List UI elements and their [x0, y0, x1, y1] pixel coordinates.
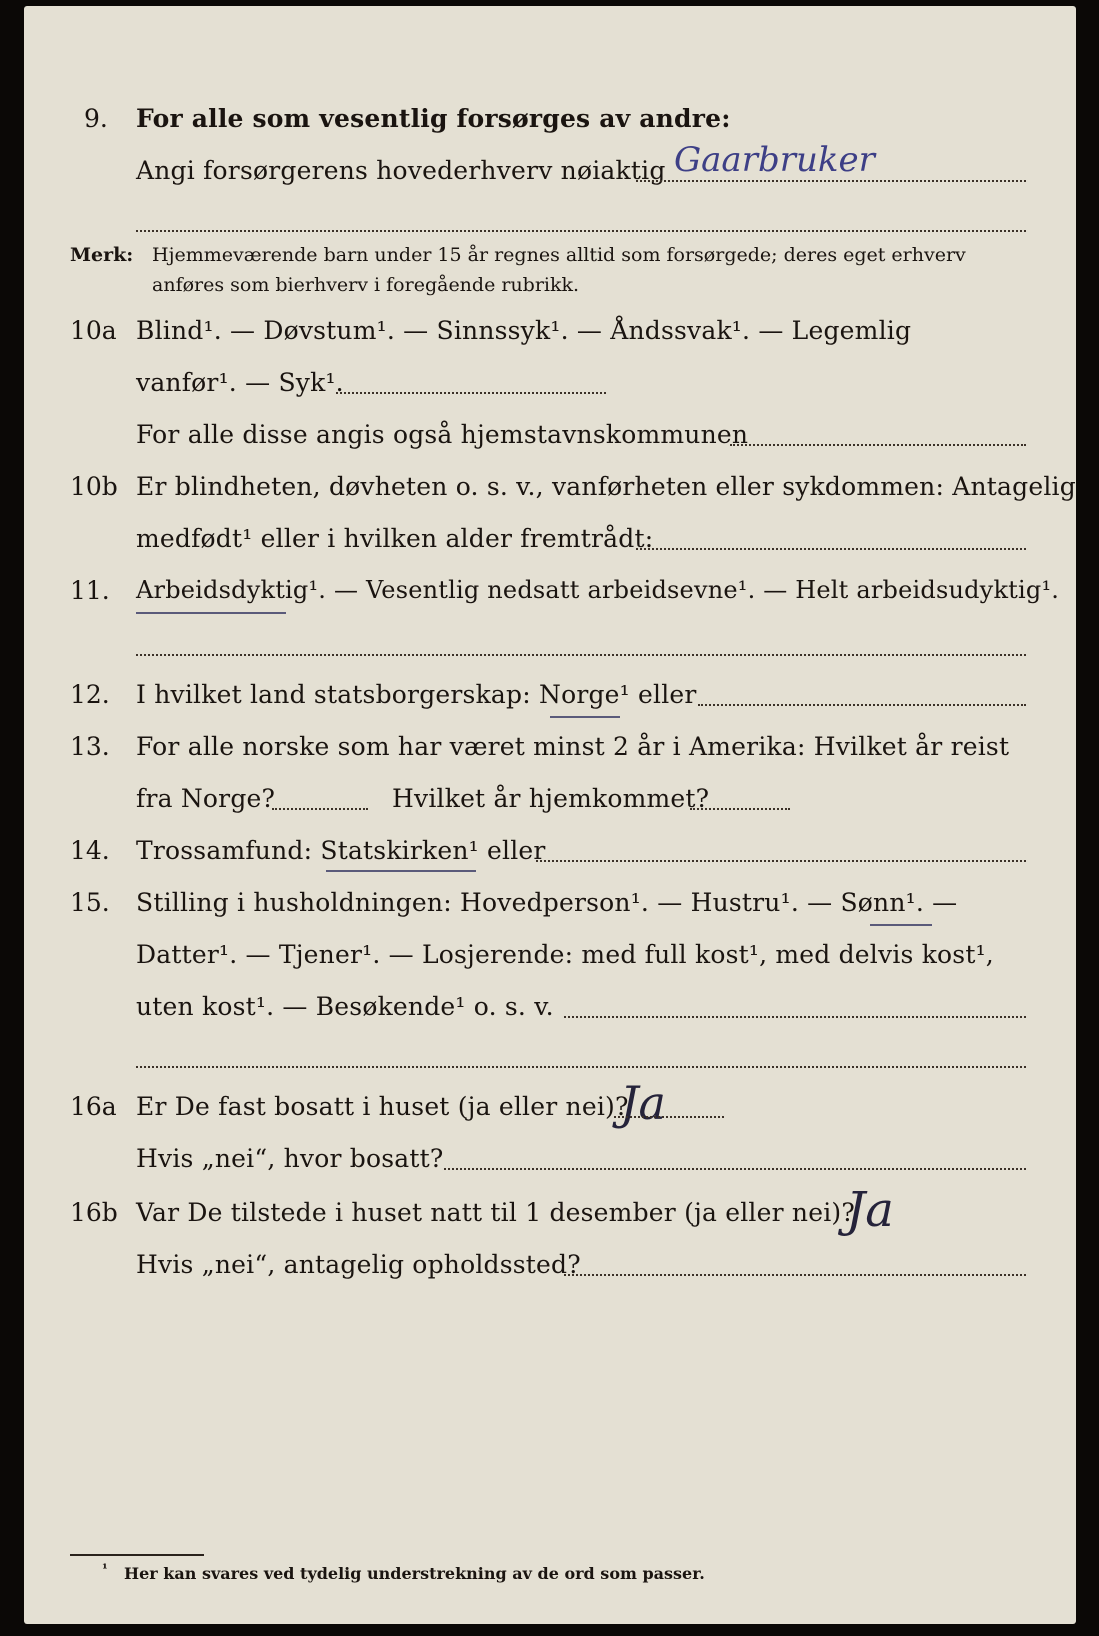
- q9-extra-line: [136, 230, 1026, 232]
- q13-number: 13.: [70, 732, 110, 761]
- q13-line1: For alle norske som har været minst 2 år i Amerika: Hvilket år reist: [136, 732, 1010, 761]
- q14-number: 14.: [70, 836, 110, 865]
- q16b-handwritten-answer: Ja: [846, 1182, 894, 1238]
- q12-line1: I hvilket land statsborgerskap: Norge¹ eller: [136, 680, 697, 709]
- q16a-handwritten-answer: Ja: [620, 1076, 666, 1130]
- q10a-line3: For alle disse angis også hjemstavnskommunen: [136, 420, 749, 449]
- q16a-line1: Er De fast bosatt i huset (ja eller nei)?: [136, 1092, 629, 1121]
- q10a-number: 10a: [70, 316, 117, 345]
- q16a-bosatt-line: [444, 1168, 1026, 1170]
- footnote-mark: ¹: [102, 1562, 108, 1577]
- q12-handwritten-underline: [550, 716, 620, 718]
- q16b-line2: Hvis „nei“, antagelig opholdssted?: [136, 1250, 581, 1279]
- q15-line2: Datter¹. — Tjener¹. — Losjerende: med full kost¹, med delvis kost¹,: [136, 940, 994, 969]
- q13-reist-line: [272, 808, 368, 810]
- footnote-rule: [70, 1554, 204, 1556]
- q11-extra-line: [136, 654, 1026, 656]
- q15-answer-line: [564, 1016, 1026, 1018]
- q16b-line1: Var De tilstede i huset natt til 1 desember (ja eller nei)?: [136, 1198, 855, 1227]
- q10a-kommune-line: [730, 444, 1026, 446]
- census-form-page: [24, 6, 1076, 1624]
- q16a-answer-line: [614, 1116, 724, 1118]
- q14-answer-line: [536, 860, 1026, 862]
- q10a-line1: Blind¹. — Døvstum¹. — Sinnssyk¹. — Åndssvak¹. — Legemlig: [136, 316, 912, 345]
- merk-line2: anføres som bierhverv i foregående rubrikk.: [152, 274, 580, 296]
- q16b-opholdssted-line: [564, 1274, 1026, 1276]
- q12-number: 12.: [70, 680, 110, 709]
- q10b-line2: medfødt¹ eller i hvilken alder fremtrådt:: [136, 524, 654, 553]
- q9-answer-line: [636, 180, 1026, 182]
- merk-line1: Hjemmeværende barn under 15 år regnes alltid som forsørgede; deres eget erhverv: [152, 244, 966, 266]
- q13-hjemkommet-line: [690, 808, 790, 810]
- q15-handwritten-underline: [870, 924, 932, 926]
- q10a-syk-line: [336, 392, 606, 394]
- q9-number: 9.: [84, 104, 108, 133]
- q15-number: 15.: [70, 888, 110, 917]
- q14-line1: Trossamfund: Statskirken¹ eller: [136, 836, 546, 865]
- q11-handwritten-underline: [136, 612, 286, 614]
- q16b-number: 16b: [70, 1198, 118, 1227]
- q13-line2a: fra Norge?: [136, 784, 276, 813]
- q11-number: 11.: [70, 576, 110, 605]
- q10b-line1: Er blindheten, døvheten o. s. v., vanførheten eller sykdommen: Antagelig: [136, 472, 1076, 501]
- q15-extra-line: [136, 1066, 1026, 1068]
- q14-handwritten-underline: [326, 870, 476, 872]
- footnote-text: Her kan svares ved tydelig understrekning av de ord som passer.: [124, 1564, 705, 1583]
- q13-line2b: Hvilket år hjemkommet?: [392, 784, 710, 813]
- q15-line3: uten kost¹. — Besøkende¹ o. s. v.: [136, 992, 554, 1021]
- merk-label: Merk:: [70, 244, 134, 266]
- q10b-answer-line: [636, 548, 1026, 550]
- q12-answer-line: [698, 704, 1026, 706]
- q9-handwritten-answer: Gaarbruker: [674, 140, 875, 180]
- q10a-line2: vanfør¹. — Syk¹.: [136, 368, 344, 397]
- q15-line1: Stilling i husholdningen: Hovedperson¹. — Hustru¹. — Sønn¹. —: [136, 888, 958, 917]
- q16a-number: 16a: [70, 1092, 117, 1121]
- q16a-line2: Hvis „nei“, hvor bosatt?: [136, 1144, 444, 1173]
- q9-line1: For alle som vesentlig forsørges av andre:: [136, 104, 731, 133]
- q10b-number: 10b: [70, 472, 118, 501]
- q11-line1: Arbeidsdyktig¹. — Vesentlig nedsatt arbeidsevne¹. — Helt arbeidsudyktig¹.: [136, 576, 1060, 604]
- q9-line2: Angi forsørgerens hovederhverv nøiaktig: [136, 156, 666, 185]
